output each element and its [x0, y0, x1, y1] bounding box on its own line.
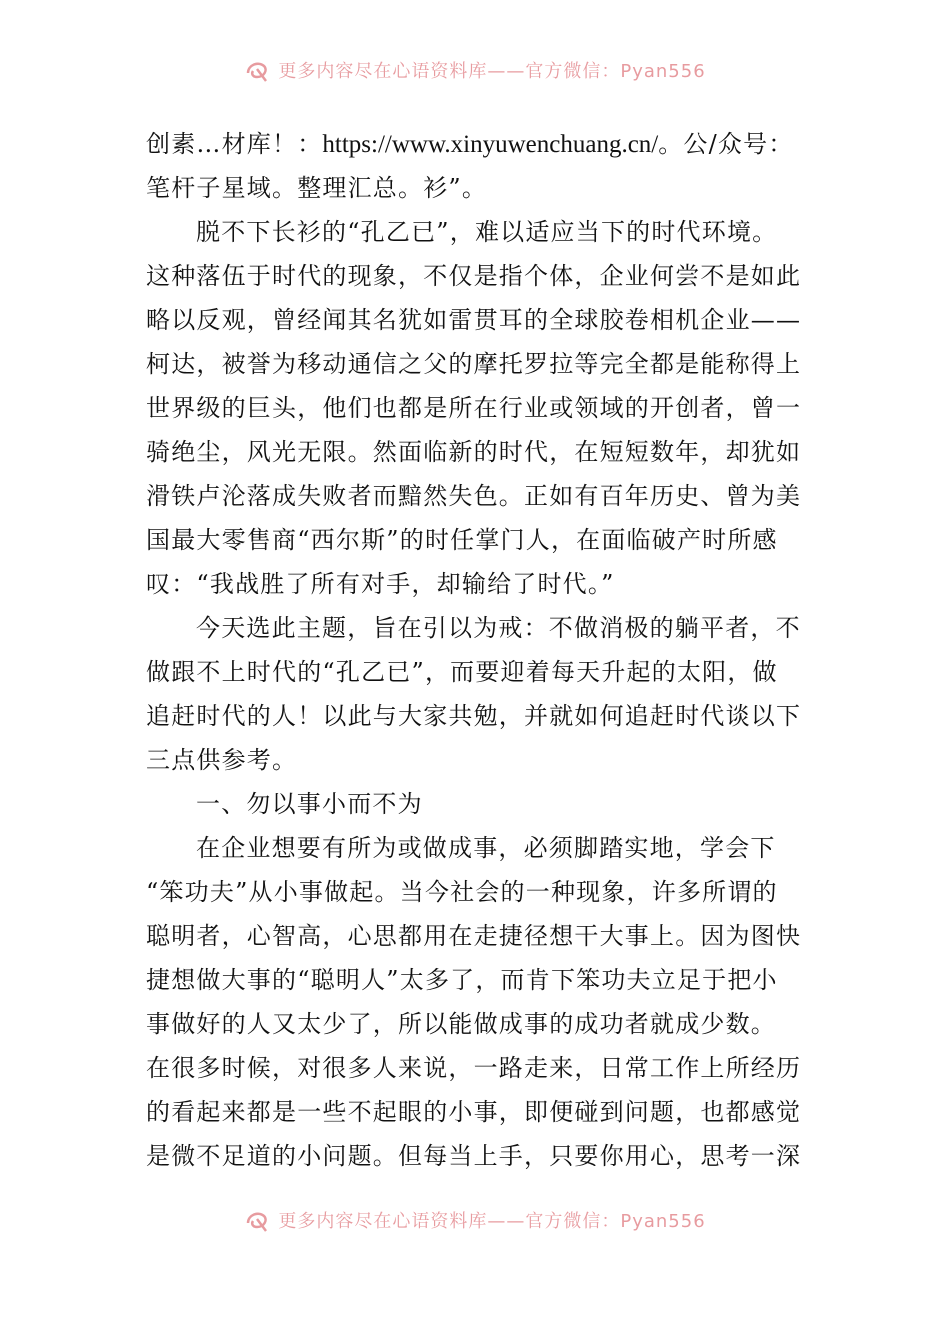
source-prefix: 创素…材库！：	[146, 130, 323, 158]
paragraph-1	[146, 210, 808, 606]
text-line: 做跟不上时代的“孔乙已”，而要迎着每天升起的太阳，做	[146, 658, 778, 686]
watermark-logo-icon	[244, 1207, 270, 1233]
paragraph-2	[146, 606, 808, 782]
text-line: 在企业想要有所为或做成事，必须脚踏实地，学会下	[196, 834, 776, 862]
text-line: 略以反观，曾经闻其名犹如雷贯耳的全球胶卷相机企业——	[146, 306, 802, 334]
watermark-header	[0, 52, 950, 88]
text-line: 叹：“我战胜了所有对手，却输给了时代。”	[146, 570, 615, 598]
text-line: 脱不下长衫的“孔乙已”，难以适应当下的时代环境。	[196, 218, 778, 246]
text-line: 今天选此主题，旨在引以为戒：不做消极的躺平者，不	[196, 614, 801, 642]
text-line: 国最大零售商“西尔斯”的时任掌门人，在面临破产时所感	[146, 526, 778, 554]
text-line: 世界级的巨头，他们也都是所在行业或领域的开创者，曾一	[146, 394, 802, 422]
text-line: 聪明者，心智高，心思都用在走捷径想干大事上。因为图快	[146, 922, 802, 950]
text-line: 这种落伍于时代的现象，不仅是指个体，企业何尝不是如此	[146, 262, 802, 290]
text-line: 捷想做大事的“聪明人”太多了，而肯下笨功夫立足于把小	[146, 966, 778, 994]
text-line: 的看起来都是一些不起眼的小事，即便碰到问题，也都感觉	[146, 1098, 802, 1126]
text-line: 事做好的人又太少了，所以能做成事的成功者就成少数。	[146, 1010, 776, 1038]
text-line: 是微不足道的小问题。但每当上手，只要你用心，思考一深	[146, 1142, 802, 1170]
text-line: 三点供参考。	[146, 746, 298, 774]
text-line: 在很多时候，对很多人来说，一路走来，日常工作上所经历	[146, 1054, 802, 1082]
watermark-footer	[0, 1202, 950, 1238]
watermark-text: 更多内容尽在心语资料库——官方微信：Pyan556	[278, 61, 706, 82]
source-suffix: 。公/众号：	[658, 130, 794, 158]
text-line: 笔杆子星域。整理汇总。衫”。	[146, 174, 488, 202]
source-url: https://www.xinyuwenchuang.cn/	[322, 131, 659, 158]
paragraph-3	[146, 826, 808, 1178]
document-body	[146, 122, 808, 1178]
text-line: 追赶时代的人！以此与大家共勉，并就如何追赶时代谈以下	[146, 702, 802, 730]
text-line: 骑绝尘，风光无限。然面临新的时代，在短短数年，却犹如	[146, 438, 802, 466]
text-line	[146, 122, 808, 166]
watermark-logo-icon	[244, 57, 270, 83]
heading-text: 一、勿以事小而不为	[196, 790, 423, 818]
text-line: 柯达，被誉为移动通信之父的摩托罗拉等完全都是能称得上	[146, 350, 802, 378]
section-heading	[146, 782, 808, 826]
text-line: 滑铁卢沦落成失败者而黯然失色。正如有百年历史、曾为美	[146, 482, 802, 510]
text-line: “笨功夫”从小事做起。当今社会的一种现象，许多所谓的	[146, 878, 778, 906]
watermark-text: 更多内容尽在心语资料库——官方微信：Pyan556	[278, 1211, 706, 1232]
